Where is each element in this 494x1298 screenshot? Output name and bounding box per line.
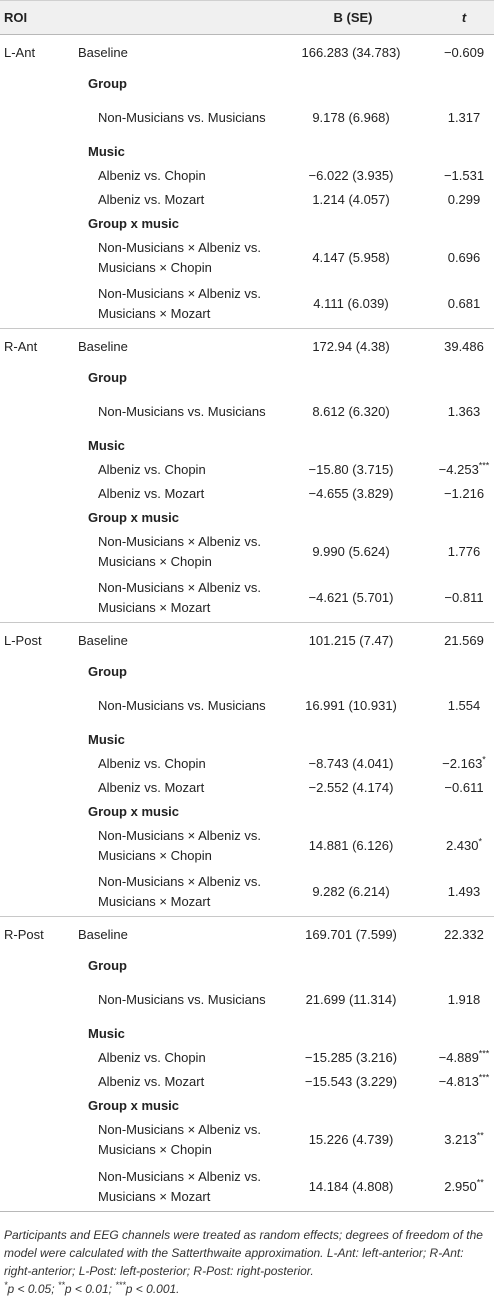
- t-value: 1.554: [447, 697, 481, 713]
- b-se-value: −2.552 (4.174): [308, 779, 394, 795]
- table-row: [0, 917, 494, 954]
- t-value: 39.486: [444, 339, 484, 355]
- header-roi: ROI: [0, 1, 78, 35]
- contrast-label: Non-Musicians × Albeniz vs. Musicians × Chopin: [98, 240, 261, 275]
- t-value: 1.363: [447, 403, 481, 419]
- b-se-value: 172.94 (4.38): [268, 329, 404, 366]
- table-row: [0, 188, 494, 212]
- t-value: −4.813: [438, 1073, 479, 1089]
- table-row: [0, 329, 494, 366]
- contrast-label: Non-Musicians vs. Musicians: [98, 991, 266, 1007]
- b-se-value: 1.214 (4.057): [312, 191, 390, 207]
- t-value-cell: [404, 236, 494, 281]
- b-se-value: −15.80 (3.715): [308, 461, 394, 477]
- t-value: −1.216: [443, 485, 485, 501]
- table-row: [0, 1046, 494, 1070]
- t-value: 1.918: [447, 991, 481, 1007]
- table-row: [0, 96, 494, 140]
- header-row: [0, 1, 494, 35]
- section-row: [0, 506, 494, 530]
- table-row: [0, 1118, 494, 1163]
- t-value-cell: [404, 978, 494, 1022]
- t-value: −4.253: [438, 461, 479, 477]
- section-row: [0, 366, 494, 390]
- table-row: [0, 824, 494, 869]
- significance-marker: **: [476, 1130, 484, 1141]
- roi-label: L-Post: [0, 623, 78, 660]
- b-se-value: 8.612 (6.320): [312, 403, 390, 419]
- b-se-value: −15.285 (3.216): [304, 1049, 398, 1065]
- section-heading: Music: [88, 437, 125, 453]
- section-row: [0, 212, 494, 236]
- t-value-cell: [404, 776, 494, 800]
- section-heading: Music: [88, 143, 125, 159]
- table-row: [0, 390, 494, 434]
- t-value-cell: [404, 684, 494, 728]
- t-value-cell: [404, 917, 494, 954]
- contrast-label: Baseline: [78, 623, 268, 660]
- t-value: −2.163: [442, 755, 483, 771]
- table-row: [0, 752, 494, 776]
- contrast-label: Albeniz vs. Chopin: [98, 461, 206, 477]
- contrast-label: Non-Musicians × Albeniz vs. Musicians × Chopin: [98, 1122, 261, 1157]
- section-heading: Music: [88, 1025, 125, 1041]
- contrast-label: Non-Musicians × Albeniz vs. Musicians × Mozart: [98, 874, 261, 910]
- b-se-value: 4.147 (5.958): [312, 250, 390, 265]
- t-value: −1.531: [443, 167, 485, 183]
- table-row: [0, 1163, 494, 1211]
- table-row: [0, 684, 494, 728]
- t-value: 1.493: [447, 884, 481, 900]
- table-body: [0, 35, 494, 1211]
- b-se-value: 9.178 (6.968): [312, 109, 390, 125]
- b-se-value: 166.283 (34.783): [301, 45, 401, 61]
- t-value: −4.889: [438, 1049, 479, 1065]
- t-value-cell: [404, 1070, 494, 1094]
- section-row: [0, 434, 494, 458]
- table-row: [0, 164, 494, 188]
- section-row: [0, 1094, 494, 1118]
- section-row: [0, 1022, 494, 1046]
- b-se-value: 9.990 (5.624): [312, 544, 390, 559]
- t-value-cell: [404, 35, 494, 72]
- t-value: −0.611: [444, 779, 484, 795]
- table-row: [0, 978, 494, 1022]
- table-row: [0, 35, 494, 72]
- contrast-label: Non-Musicians vs. Musicians: [98, 697, 266, 713]
- table-row: [0, 236, 494, 281]
- section-row: [0, 660, 494, 684]
- significance-note: *p < 0.05; **p < 0.01; ***p < 0.001.: [4, 1279, 180, 1296]
- t-value: 0.299: [447, 191, 481, 207]
- contrast-label: Non-Musicians × Albeniz vs. Musicians × Mozart: [98, 286, 261, 322]
- section-heading: Music: [88, 731, 125, 747]
- t-value-cell: [404, 329, 494, 366]
- b-se-value: 16.991 (10.931): [305, 697, 397, 713]
- table-row: [0, 482, 494, 506]
- table-row: [0, 776, 494, 800]
- table-row: [0, 1070, 494, 1094]
- b-se-value: −4.655 (3.829): [308, 485, 394, 501]
- t-value: 1.776: [447, 544, 481, 559]
- table-row: [0, 623, 494, 660]
- t-value-cell: [404, 164, 494, 188]
- contrast-label: Non-Musicians × Albeniz vs. Musicians × Mozart: [98, 580, 261, 616]
- table-footnote: [0, 1211, 494, 1298]
- contrast-label: Non-Musicians vs. Musicians: [98, 403, 266, 419]
- b-se-value: −15.543 (3.229): [304, 1073, 398, 1089]
- t-value-cell: [404, 281, 494, 329]
- contrast-label: Albeniz vs. Mozart: [98, 779, 205, 795]
- section-heading: Group x music: [88, 1097, 180, 1113]
- section-row: [0, 728, 494, 752]
- table-row: [0, 575, 494, 623]
- t-value-cell: [404, 96, 494, 140]
- roi-label: R-Ant: [0, 329, 78, 366]
- section-heading: Group: [88, 957, 127, 973]
- significance-marker: **: [476, 1177, 484, 1188]
- contrast-label: Non-Musicians × Albeniz vs. Musicians × Chopin: [98, 534, 261, 569]
- b-se-value: 21.699 (11.314): [305, 991, 397, 1007]
- section-row: [0, 800, 494, 824]
- contrast-label: Albeniz vs. Mozart: [98, 485, 205, 501]
- table-row: [0, 869, 494, 917]
- b-se-value: 14.881 (6.126): [308, 838, 394, 853]
- t-value-cell: [404, 1163, 494, 1211]
- t-value: 21.569: [444, 633, 484, 649]
- contrast-label: Non-Musicians × Albeniz vs. Musicians × Chopin: [98, 828, 261, 863]
- b-se-value: 169.701 (7.599): [268, 917, 404, 954]
- b-se-value: 15.226 (4.739): [308, 1132, 394, 1147]
- t-value-cell: [404, 458, 494, 482]
- t-value: 2.950: [444, 1178, 477, 1194]
- b-se-value: −6.022 (3.935): [308, 167, 394, 183]
- b-se-value: −8.743 (4.041): [308, 755, 394, 771]
- t-value-cell: [404, 390, 494, 434]
- header-t: t: [404, 1, 494, 35]
- footnote-text: Participants and EEG channels were treated as random effects; degrees of freedom of the model were calculated with the Satterthwaite approximation. L-Ant: left-anterior; R-Ant: right-anterior; L-Post: left-posterior; R-Post: right-posterior.: [4, 1227, 483, 1278]
- t-value: −0.609: [443, 45, 485, 61]
- contrast-label: Baseline: [78, 917, 268, 954]
- t-value-cell: [404, 623, 494, 660]
- significance-marker: ***: [478, 460, 490, 471]
- contrast-label: Non-Musicians vs. Musicians: [98, 109, 266, 125]
- contrast-label: Albeniz vs. Mozart: [98, 1073, 205, 1089]
- b-se-value: 4.111 (6.039): [313, 296, 389, 312]
- contrast-label: Albeniz vs. Mozart: [98, 191, 205, 207]
- section-heading: Group: [88, 369, 127, 385]
- roi-label: R-Post: [0, 917, 78, 954]
- header-spacer: [78, 1, 268, 35]
- significance-marker: *: [478, 836, 483, 847]
- b-se-value: 14.184 (4.808): [308, 1178, 394, 1194]
- table-row: [0, 530, 494, 575]
- b-se-value: 9.282 (6.214): [312, 884, 390, 900]
- t-value-cell: [404, 824, 494, 869]
- contrast-label: Albeniz vs. Chopin: [98, 167, 206, 183]
- t-value: 0.696: [447, 250, 481, 265]
- contrast-label: Non-Musicians × Albeniz vs. Musicians × Mozart: [98, 1168, 261, 1204]
- t-value: 1.317: [447, 109, 481, 125]
- t-value-cell: [404, 188, 494, 212]
- section-heading: Group x music: [88, 803, 180, 819]
- contrast-label: Baseline: [78, 329, 268, 366]
- significance-marker: *: [482, 754, 486, 765]
- section-row: [0, 72, 494, 96]
- t-value-cell: [404, 869, 494, 917]
- contrast-label: Albeniz vs. Chopin: [98, 1049, 206, 1065]
- contrast-label: Baseline: [78, 45, 128, 61]
- section-heading: Group: [88, 663, 127, 679]
- t-value: −0.811: [444, 590, 484, 606]
- section-heading: Group x music: [88, 215, 180, 231]
- t-value: 3.213: [444, 1132, 477, 1147]
- contrast-label: Albeniz vs. Chopin: [98, 755, 206, 771]
- t-value-cell: [404, 1046, 494, 1070]
- t-value: 2.430: [445, 838, 479, 853]
- section-row: [0, 954, 494, 978]
- header-b-se: B (SE): [268, 1, 404, 35]
- section-heading: Group: [88, 75, 127, 91]
- significance-marker: ***: [478, 1072, 490, 1083]
- t-value-cell: [404, 482, 494, 506]
- t-value-cell: [404, 530, 494, 575]
- table-row: [0, 281, 494, 329]
- section-heading: Group x music: [88, 509, 180, 525]
- t-value: 22.332: [444, 927, 484, 943]
- b-se-value: −4.621 (5.701): [308, 590, 394, 606]
- roi-label: L-Ant: [4, 45, 36, 61]
- t-value: 0.681: [447, 296, 481, 312]
- t-value-cell: [404, 752, 494, 776]
- section-row: [0, 140, 494, 164]
- b-se-value: 101.215 (7.47): [268, 623, 404, 660]
- t-value-cell: [404, 575, 494, 623]
- significance-marker: ***: [478, 1048, 490, 1059]
- t-value-cell: [404, 1118, 494, 1163]
- table-row: [0, 458, 494, 482]
